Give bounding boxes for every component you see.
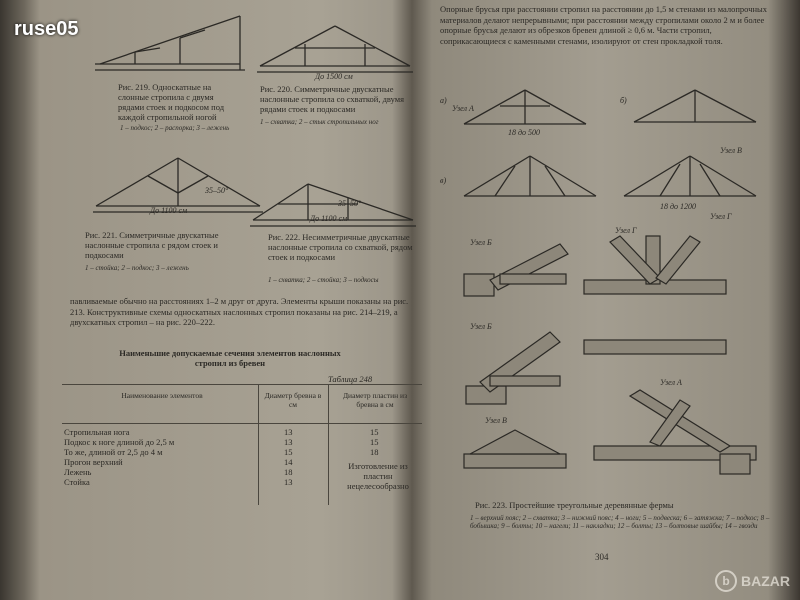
fig221-dim: До 1100 см [150, 206, 188, 215]
label-v: в) [440, 176, 447, 185]
table-row-4-d1: 18 [284, 467, 293, 477]
right-paragraph: Опорные брусья при расстоянии стропил на расстоянии до 1,5 м стенами из малопрочных материалов делают непрерывными; при расстоянии между стропилами около 2 м и более опорные брусья делают из обрезков бревен длиной ≥ 0,6 м. Части стропил, соприкасающиеся с каменными стенами, изолируют от стен прокладкой толя. [440, 4, 767, 46]
fig220-drawing [255, 20, 415, 80]
fig222-legend: 1 – схватка; 2 – стойка; 3 – подкосы [268, 276, 379, 284]
table-row-1-d2: 15 [370, 437, 379, 447]
label-b: б) [620, 96, 627, 105]
right-page [430, 0, 770, 600]
fig223-legend: 1 – верхний пояс; 2 – схватка; 3 – нижний пояс; 4 – ноги; 5 – подвеска; 6 – затяжка; 7 – подкос; 8 – бобышка; 9 – болты; 10 – нагели; 11 – накладки; 12 – болты; 13 – болтовые шайбы; 14 – гвозди [470, 514, 770, 530]
node-g-detail [580, 232, 730, 312]
label-node-b: Узел Б [470, 238, 492, 247]
bazar-logo [715, 570, 790, 592]
fig219-drawing [90, 8, 250, 78]
dim1: 18 до 500 [508, 128, 541, 137]
fig221-drawing [88, 148, 268, 228]
fig222-angle: 35–50° [338, 199, 362, 208]
bazar-logo-icon: b [715, 570, 737, 592]
label-node-b2: Узел Б [470, 322, 492, 331]
table-row-4-name: Лежень [64, 467, 92, 477]
fig221-angle: 35–50° [205, 186, 229, 195]
label-node-v2: Узел В [485, 416, 507, 425]
fig223-caption: Рис. 223. Простейшие треугольные деревянные фермы [475, 500, 674, 510]
node-rod-detail [580, 332, 730, 362]
table-number: Таблица 248 [328, 374, 373, 384]
fig219-legend: 1 – подкос; 2 – распорка; 3 – лежень [120, 124, 230, 132]
table-row-3-name: Прогон верхний [64, 457, 123, 467]
table-row-2-name: То же, длиной от 2,5 до 4 м [64, 447, 163, 457]
table-header-d2: Диаметр пластин из бревна в см [342, 391, 408, 409]
table-title: Наименьшие допускаемые сечения элементов наслонных стропил из бревен [119, 348, 341, 368]
table-row-2-d1: 15 [284, 447, 293, 457]
body-paragraph: павливаемые обычно на расстояниях 1–2 м друг от друга. Элементы крыши показаны на рис. 213. Конструктивные схемы односкатных наслонных стропил показаны на рис. 214–219, а двухскатных стропил – на рис. 220–222. [70, 296, 409, 327]
node-a-detail [590, 386, 760, 476]
fig222-drawing [248, 180, 418, 240]
left-page [30, 0, 415, 600]
fig220-dim: До 1500 см [315, 72, 353, 81]
table-header-name: Наименование элементов [121, 391, 203, 400]
table-row-1-d1: 13 [284, 437, 293, 447]
table-row-0-name: Стропильная нога [64, 427, 130, 437]
node-b2-detail [460, 326, 570, 406]
bazar-logo-text: BAZAR [741, 573, 790, 589]
table-row-0-d2: 15 [370, 427, 379, 437]
fig222-caption: Рис. 222. Несимметричные двускатные наслонные стропила со схваткой, рядом стоек и подкосами [268, 232, 413, 262]
table-note: Изготовление из пластин нецелесообразно [347, 461, 409, 491]
label-node-v: Узел В [720, 146, 742, 155]
fig223g-drawing [620, 150, 760, 210]
node-b-detail [460, 240, 570, 300]
sections-table [62, 384, 422, 505]
label-node-a: Узел А [452, 104, 474, 113]
dim2: 18 до 1200 [660, 202, 697, 211]
label-node-a2: Узел А [660, 378, 682, 387]
fig221-caption: Рис. 221. Симметричные двускатные наслонные стропила с рядом стоек и подкосами [85, 230, 219, 260]
table-row-5-d1: 13 [284, 477, 293, 487]
fig219-caption: Рис. 219. Односкатные на слонные стропила с двумя рядами стоек и подкосом под каждой стропильной ногой [118, 82, 225, 122]
table-row-0-d1: 13 [284, 427, 293, 437]
fig221-legend: 1 – стойка; 2 – подкос; 3 – лежень [85, 264, 189, 272]
fig220-legend: 1 – схватка; 2 – стык стропильных ног [260, 118, 379, 126]
table-row-1-name: Подкос к ноге длиной до 2,5 м [64, 437, 175, 447]
table-row-5-name: Стойка [64, 477, 90, 487]
table-row-2-d2: 18 [370, 447, 379, 457]
node-v-detail [460, 424, 570, 474]
fig220-caption: Рис. 220. Симметричные двускатные наслонные стропила со схваткой, двумя рядами стоек и подкосами [260, 84, 405, 114]
label-node-g: Узел Г [615, 226, 637, 235]
fig222-dim: До 1100 см [310, 214, 348, 223]
fig223v-drawing [460, 150, 600, 210]
page-number: 304 [595, 552, 609, 562]
label-a: а) [440, 96, 447, 105]
table-row-3-d1: 14 [284, 457, 293, 467]
table-header-d1: Диаметр бревна в см [264, 391, 322, 409]
watermark: ruse05 [14, 18, 79, 40]
label-node-g-small: Узел Г [710, 212, 732, 221]
fig223b-drawing [630, 84, 760, 134]
